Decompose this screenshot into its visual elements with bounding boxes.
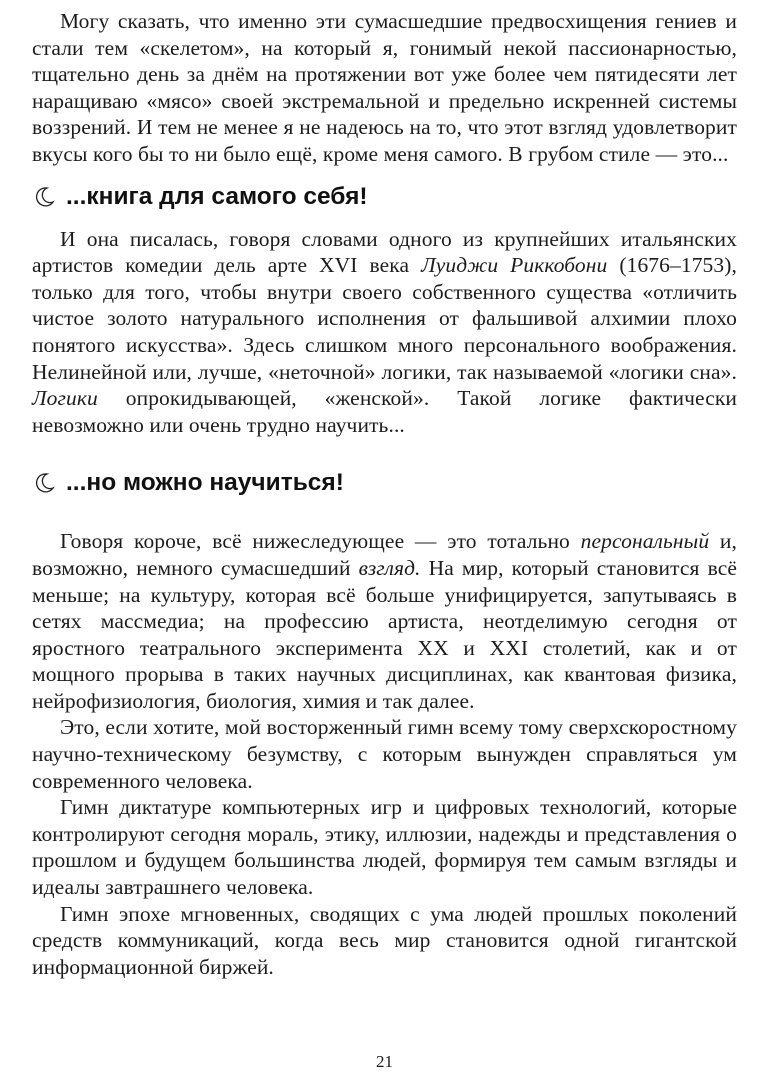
paragraph-hymn-communication: Гимн эпохе мгновенных, сводящих с ума людей прошлых поколений средств коммуникаций, когда весь мир становится одной гигантской информационной биржей. bbox=[32, 901, 737, 979]
text-run: и, возможно, немного сумасшедший bbox=[32, 529, 738, 580]
text-run: опрокидывающей, «женской». Такой логике фактически невозможно или очень трудно научить... bbox=[32, 386, 737, 437]
page-content bbox=[32, 8, 737, 980]
paragraph-personal-view bbox=[32, 528, 737, 714]
paragraph-hymn-speed: Это, если хотите, мой восторженный гимн всему тому сверхскоростному научно-техническому безумству, с которым вынужден справляться ум современного человека. bbox=[32, 715, 737, 793]
crescent-moon-icon bbox=[32, 471, 56, 495]
text-run: (1676–1753), только для того, чтобы внутри своего собственного существа «отличить чистое золото натурального исполнения от фальшивой алхимии плохо понятого искусства». Здесь слишком много персонального воображения. Нелинейной или, лучше, «неточной» логики, так называемой «логики сна». bbox=[32, 253, 737, 384]
italic-word: взгляд. bbox=[358, 555, 421, 580]
section-heading-1 bbox=[32, 182, 737, 212]
paragraph-intro: Могу сказать, что именно эти сумасшедшие предвосхищения гениев и стали тем «скелетом», на который я, гонимый некой пассионарностью, тщательно день за днём на протяжении вот уже более чем пятидесяти лет наращиваю «мясо» своей экстремальной и предельно искренней системы воззрений. И тем не менее я не надеюсь на то, что этот взгляд удовлетворит вкусы кого бы то ни было ещё, кроме меня самого. В грубом стиле — это... bbox=[32, 9, 737, 166]
page-number: 21 bbox=[376, 1052, 393, 1071]
text-run: И она писалась, говоря словами одного из крупнейших итальянских артистов комедии дель арте XVI века bbox=[32, 226, 737, 278]
paragraph-hymn-games: Гимн диктатуре компьютерных игр и цифровых технологий, которые контролируют сегодня мораль, этику, иллюзии, надежды и представления о прошлом и будущем большинства людей, формируя тем самым взгляды и идеалы завтрашнего человека. bbox=[32, 795, 737, 900]
italic-word: Логики bbox=[32, 386, 98, 411]
italic-word: персональный bbox=[580, 529, 710, 554]
paragraph-book-for-self bbox=[32, 226, 737, 439]
text-run: На мир, который становится всё меньше; на культуру, которая всё больше унифицируется, запутываясь в сетях массмедиа; на профессию артиста, неотделимую сегодня от яростного театрального эксперимента XX и XXI столетий, как и от мощного прорыва в таких научных дисциплинах, как квантовая физика, нейрофизиология, биология, химия и так далее. bbox=[32, 555, 737, 713]
heading-1-text: ...книга для самого себя! bbox=[66, 182, 368, 210]
crescent-moon-icon bbox=[32, 185, 56, 209]
section-heading-2 bbox=[32, 468, 737, 498]
italic-name: Луиджи Риккобони bbox=[421, 253, 608, 278]
text-run: Говоря короче, всё нижеследующее — это тотально bbox=[60, 529, 581, 554]
heading-2-text: ...но можно научиться! bbox=[66, 469, 344, 497]
